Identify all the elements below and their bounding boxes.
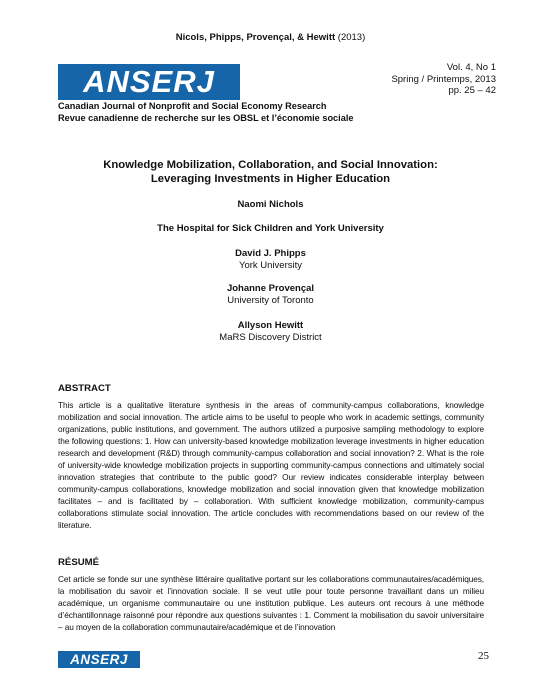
- author-name: Johanne Provençal: [226, 283, 315, 294]
- page-number: 25: [478, 650, 489, 662]
- author-3: [0, 283, 541, 306]
- journal-name-fr: Revue canadienne de recherche sur les OBSL et l’économie sociale: [58, 112, 354, 123]
- paper-title-line2: Leveraging Investments in Higher Education: [150, 173, 391, 185]
- author-1: [0, 199, 541, 211]
- author-name: Naomi Nichols: [237, 199, 304, 210]
- volume-pages: pp. 25 – 42: [448, 85, 496, 96]
- volume-season: Spring / Printemps, 2013: [391, 73, 496, 85]
- author-name: David J. Phipps: [235, 248, 306, 259]
- volume-info: [391, 62, 496, 97]
- paper-title-line1: Knowledge Mobilization, Collaboration, and Social Innovation:: [103, 159, 438, 171]
- running-head: [0, 32, 541, 43]
- abstract-text: This article is a qualitative literature synthesis in the areas of community-campus collaborations, knowledge mobilization and social innovation. The article aims to be useful to people who work in academic settings, community organizations, public institutions, and government. The authors utilized a purposive sampling methodology to explore the following questions: 1. How can university-based knowledge mobilization leverage investments in higher education research and development (R&D) through community-campus collaboration and social innovation? 2. What is the role of university-wide knowledge mobilization projects in supporting community-campus connections and ultimately social innovation strategies that contribute to the public good? Our review indicates considerable interplay between community-campus collaborations, knowledge mobilization and social innovation given that knowledge mobilization facilitates – and is facilitated by – collaboration. With sufficient knowledge mobilization, community-campus collaborations stimulate social innovation. The article concludes with recommendations based on our review of the literature.: [58, 400, 484, 530]
- volume-number: Vol. 4, No 1: [446, 62, 496, 73]
- author-1-affiliation: [0, 223, 541, 235]
- running-head-year: (2013): [337, 32, 366, 43]
- footer-anserj-logo: ANSERJ: [58, 651, 140, 668]
- resume-heading: RÉSUMÉ: [58, 557, 100, 568]
- author-name: Allyson Hewitt: [237, 320, 304, 331]
- paper-title: [0, 158, 541, 186]
- running-head-authors: Nicols, Phipps, Provençal, & Hewitt: [175, 32, 336, 43]
- author-affiliation: York University: [238, 259, 302, 271]
- author-2: [0, 248, 541, 271]
- abstract-heading: ABSTRACT: [58, 383, 111, 394]
- resume-text: Cet article se fonde sur une synthèse littéraire qualitative portant sur les collaborations communautaires/académiques, la mobilisation du savoir et l’innovation sociale. Il se veut utile pour toute personne travaillant dans un milieu académique, un organisme communautaire ou une institution publique. Les auteurs ont recours à une méthode d’échantillonnage raisonné pour répondre aux questions suivantes : 1. Comment la mobilisation du savoir universitaire – au moyen de la collaboration communautaire/académique et de l’innovation: [58, 574, 484, 632]
- author-affiliation: The Hospital for Sick Children and York University: [157, 223, 384, 234]
- author-affiliation: MaRS Discovery District: [219, 331, 322, 343]
- anserj-logo: ANSERJ: [58, 64, 240, 100]
- journal-name-en: Canadian Journal of Nonprofit and Social Economy Research: [58, 101, 327, 111]
- journal-name: [58, 101, 354, 124]
- author-affiliation: University of Toronto: [227, 294, 314, 306]
- author-4: [0, 320, 541, 343]
